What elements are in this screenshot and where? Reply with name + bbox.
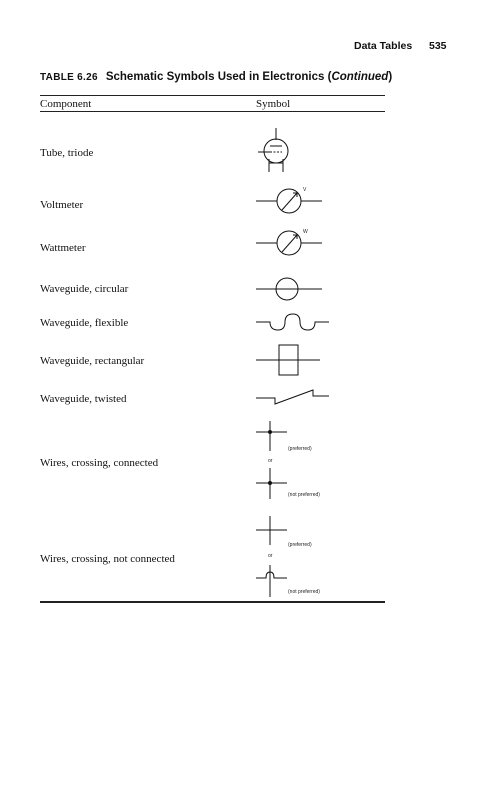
- wires-not-connected-preferred-symbol: [256, 516, 312, 548]
- connected-or-label: or: [268, 458, 273, 464]
- waveguide-circular-symbol: [256, 278, 322, 300]
- wattmeter-label: W: [303, 229, 308, 235]
- wattmeter-symbol: [256, 229, 322, 255]
- component-waveguide-flexible: Waveguide, flexible: [40, 317, 129, 329]
- running-header-section: Data Tables: [354, 40, 413, 52]
- component-waveguide-twisted: Waveguide, twisted: [40, 393, 127, 405]
- wires-not-connected-not-preferred-symbol: [256, 565, 320, 597]
- connected-not-preferred-label: (not preferred): [288, 492, 320, 498]
- component-tube-triode: Tube, triode: [40, 147, 94, 159]
- triode-tube-symbol: [258, 128, 288, 172]
- waveguide-rectangular-symbol: [256, 345, 320, 375]
- waveguide-flexible-symbol: [256, 314, 329, 330]
- page-number: 535: [429, 40, 447, 52]
- component-voltmeter: Voltmeter: [40, 199, 84, 211]
- column-header-component: Component: [40, 98, 92, 110]
- waveguide-twisted-symbol: [256, 390, 329, 404]
- wires-connected-not-preferred-symbol: [256, 468, 320, 499]
- connected-preferred-label: (preferred): [288, 446, 312, 452]
- table-caption: Schematic Symbols Used in Electronics (Continued): [105, 71, 393, 83]
- component-wires-crossing-not-connected: Wires, crossing, not connected: [40, 553, 175, 565]
- not-connected-preferred-label: (preferred): [288, 542, 312, 548]
- not-connected-or-label: or: [268, 553, 273, 559]
- component-waveguide-circular: Waveguide, circular: [40, 283, 129, 295]
- voltmeter-label: V: [303, 187, 307, 193]
- voltmeter-symbol: [256, 187, 322, 213]
- not-connected-not-preferred-label: (not preferred): [288, 589, 320, 595]
- component-wattmeter: Wattmeter: [40, 242, 86, 254]
- table-tag: TABLE 6.26: [40, 72, 98, 83]
- component-wires-crossing-connected: Wires, crossing, connected: [40, 457, 159, 469]
- component-waveguide-rectangular: Waveguide, rectangular: [40, 355, 145, 367]
- wires-connected-preferred-symbol: [256, 421, 312, 452]
- column-header-symbol: Symbol: [256, 98, 291, 110]
